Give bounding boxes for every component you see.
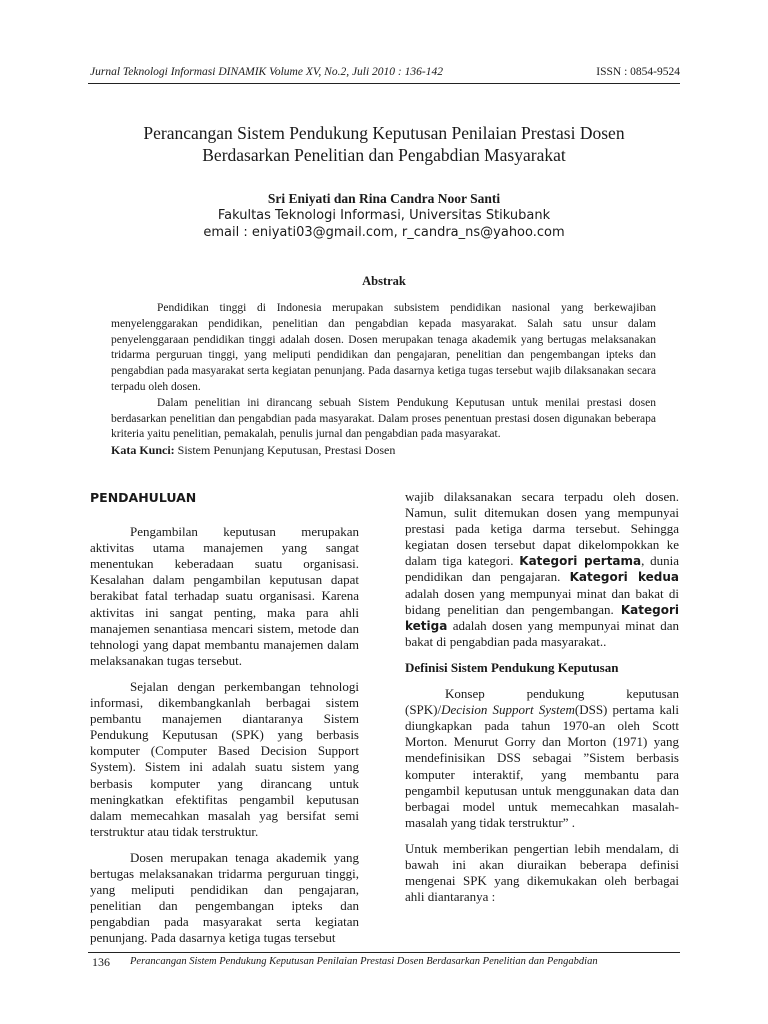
abstract-body [111,301,656,443]
category-term: Kategori kedua [569,570,679,585]
running-title: Perancangan Sistem Pendukung Keputusan Penilaian Prestasi Dosen Berdasarkan Penelitian dan Pengabdian [130,956,598,967]
body-paragraph [405,686,679,831]
body-paragraph: Untuk memberikan pengertian lebih mendalam, di bawah ini akan diuraikan beberapa definisi mengenai SPK yang dikemukakan oleh berbagai ahli diantaranya : [405,840,679,905]
body-paragraph: Pengambilan keputusan merupakan aktivitas utama manajemen yang sangat menentukan keberadaan suatu organisasi. Kesalahan dalam pengambilan keputusan dapat berakibat fatal terhadap suatu organisasi. Karena aktivitas ini sangat penting, maka para ahli manajemen senantiasa mencari sistem, metode dan tehnologi yang dapat membantu manajemen dalam melaksanakan tugas tersebut. [90,524,359,668]
body-paragraph: Dosen merupakan tenaga akademik yang bertugas melaksanakan tridarma perguruan tinggi, yang meliputi pendidikan dan pengajaran, penelitian dan pengembangan ipteks dan pengabdian pada masyarakat serta kegiatan penunjang. Pada dasarnya ketiga tugas tersebut [90,849,359,946]
footer-divider [88,952,680,953]
affiliation: Fakultas Teknologi Informasi, Universitas Stikubank [217,208,551,223]
header-divider [88,83,680,84]
text-run: adalah dosen yang mempunyai minat dan bakat di pengabdian pada masyarakat.. [405,617,679,649]
paper-title [88,122,680,166]
category-term: Kategori ketiga [405,602,679,633]
author-email: email : eniyati03@gmail.com, r_candra_ns@yahoo.com [203,225,565,240]
body-paragraph: Sejalan dengan perkembangan tehnologi informasi, dikembangkanlah berbagai sistem pembantu manajemen diantaranya Sistem Pendukung Keputusan (SPK) yang berbasis komputer (Computer Based Decision Support System). Sistem ini adalah suatu sistem yang berbasis komputer yang dirancang untuk meningkatkan efektifitas pengambil keputusan dalam memecahkan masalah yag bersifat semi terstruktur atau tidak terstruktur. [90,678,359,839]
abstract-paragraph-2: Dalam penelitian ini dirancang sebuah Sistem Pendukung Keputusan untuk menilai prestasi dosen berdasarkan penelitian dan pengabdian pada masyarakat. Dalam proses penentuan prestasi dosen digunakan beberapa kriteria yaitu penelitian, pemakalah, penulis jurnal dan pengabdian pada masyarakat. [111,396,656,441]
text-run: (DSS) pertama kali diungkapkan pada tahun 1970-an oleh Scott Morton. Menurut Gorry dan Morton (1971) yang mendefinisikan DSS sebagai ”Sistem berbasis komputer interaktif, yang membantu para pengambil keputusan untuk menggunakan data dan berbagai model untuk memecahkan masalah-masalah yang tidak terstruktur” . [405,702,679,830]
title-line-2: Berdasarkan Penelitian dan Pengabdian Masyarakat [202,145,566,165]
category-term: Kategori pertama [519,554,642,569]
keywords [111,443,656,458]
abstract-paragraph-1: Pendidikan tinggi di Indonesia merupakan subsistem pendidikan nasional yang berkewajiban menyelenggarakan pendidikan, penelitian dan pengabdian kepada masyarakat. Salah satu unsur dalam penyelenggaraan pendidikan tinggi adalah dosen. Dosen merupakan tenaga akademik yang bertugas melaksanakan tridarma perguruan tinggi, yang meliputi pendidikan dan pengajaran, penelitian dan pengembangan ipteks dan pengabdian pada masyarakat serta kegiatan penunjang. Pada dasarnya ketiga tugas tersebut wajib dilaksanakan secara terpadu oleh dosen. [111,302,656,393]
body-paragraph [405,489,679,650]
page-number: 136 [92,955,110,969]
section-heading-pendahuluan: PENDAHULUAN [90,490,197,505]
keywords-label: Kata Kunci: [111,443,175,457]
left-column [90,490,359,956]
subsection-heading-definisi: Definisi Sistem Pendukung Keputusan [405,659,619,675]
text-run: adalah dosen yang mempunyai minat dan bakat di bidang penelitian dan pengembangan. [405,585,679,617]
keywords-text: Sistem Penunjang Keputusan, Prestasi Dosen [174,443,396,457]
text-run: , dunia pendidikan dan pengajaran. [405,553,679,585]
issn-label: ISSN : 0854-9524 [596,66,680,78]
authors: Sri Eniyati dan Rina Candra Noor Santi [267,191,501,206]
text-run: wajib dilaksanakan secara terpadu oleh dosen. Namun, sulit ditemukan dosen yang mempunyai prestasi pada ketiga darma tersebut. Sehingga kegiatan dosen tersebut dapat dikelompokkan ke dalam tiga kategori. [405,489,679,569]
text-run: Konsep pendukung keputusan (SPK)/ [405,686,679,718]
journal-header: Jurnal Teknologi Informasi DINAMIK Volume XV, No.2, Juli 2010 : 136-142 [90,66,443,78]
title-line-1: Perancangan Sistem Pendukung Keputusan Penilaian Prestasi Dosen [143,123,625,143]
right-column [405,489,679,915]
abstract-heading: Abstrak [362,274,406,288]
emphasis-term: Decision Support System [441,702,575,718]
